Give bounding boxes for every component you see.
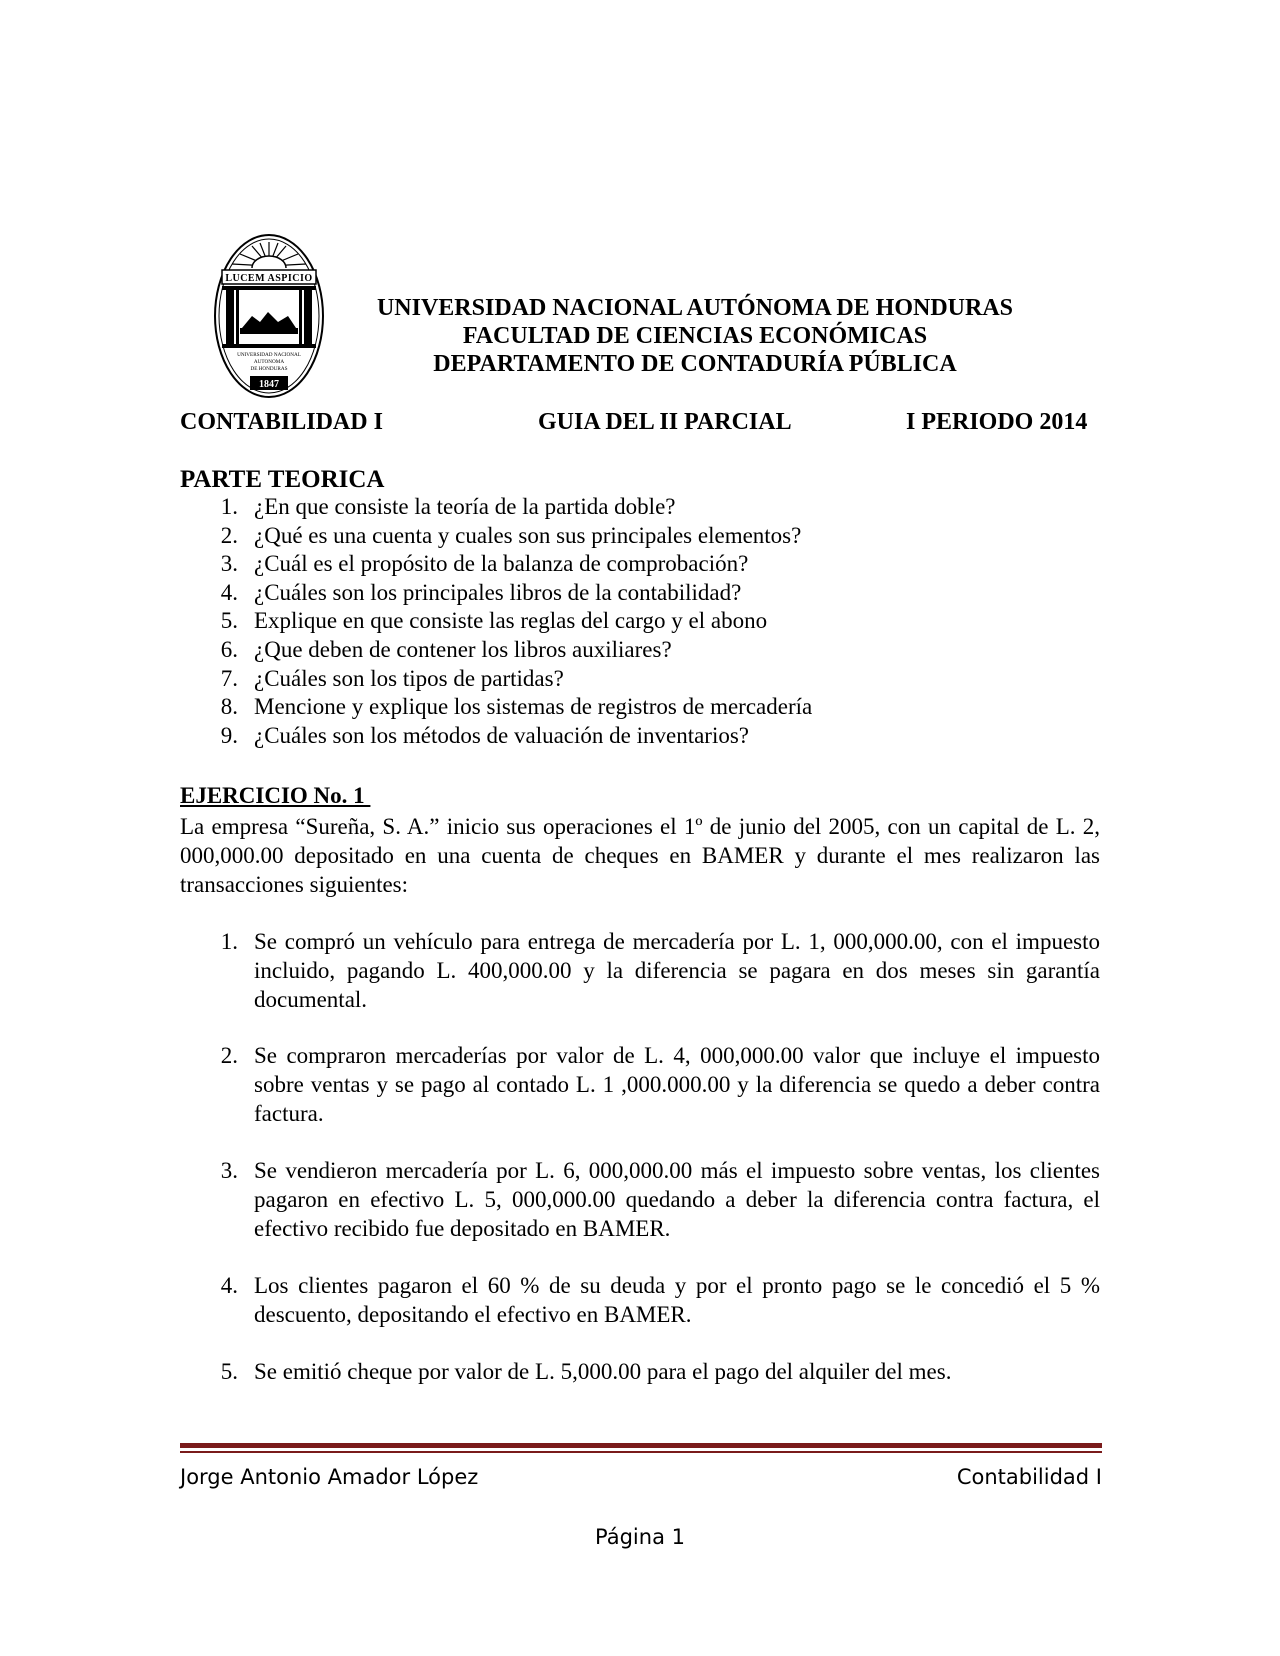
question-item: 6. ¿Que deben de contener los libros auxiliares? (220, 636, 672, 662)
institution-header (330, 294, 1060, 378)
course-name: CONTABILIDAD I (180, 409, 383, 435)
footer-course: Contabilidad I (956, 1465, 1102, 1489)
seal-caption: UNIVERSIDAD NACIONAL (237, 352, 301, 358)
transaction-item: 2. Se compraron mercaderías por valor de L. 4, 000,000.00 valor que incluye el impuesto sobre ventas y se pago al contado L. 1 ,000.000.00 y la diferencia se quedo a deber contra factura. (220, 1043, 1100, 1126)
seal-year: 1847 (259, 379, 279, 390)
period-label: I PERIODO 2014 (906, 409, 1088, 435)
seal-motto: LUCEM ASPICIO (225, 273, 313, 284)
transaction-item: 1. Se compró un vehículo para entrega de mercadería por L. 1, 000,000.00, con el impuesto incluido, pagando L. 400,000.00 y la diferencia se pagara en dos meses sin garantía documental. (220, 929, 1100, 1012)
question-item: 7. ¿Cuáles son los tipos de partidas? (220, 665, 564, 691)
university-seal-logo (212, 232, 326, 400)
svg-text:AUTONOMA: AUTONOMA (253, 359, 285, 365)
department-name: DEPARTAMENTO DE CONTADURÍA PÚBLICA (433, 351, 957, 377)
question-item: 8. Mencione y explique los sistemas de registros de mercadería (220, 694, 813, 720)
question-item: 5. Explique en que consiste las reglas del cargo y el abono (220, 608, 768, 634)
transaction-item: 5. Se emitió cheque por valor de L. 5,000.00 para el pago del alquiler del mes. (220, 1359, 952, 1384)
question-item: 4. ¿Cuáles son los principales libros de la contabilidad? (220, 579, 742, 605)
university-name: UNIVERSIDAD NACIONAL AUTÓNOMA DE HONDURAS (376, 295, 1014, 321)
transaction-item: 3. Se vendieron mercadería por L. 6, 000,000.00 más el impuesto sobre ventas, los clientes pagaron en efectivo L. 5, 000,000.00 quedando a deber la diferencia contra factura, el efectivo recibido fue depositado en BAMER. (220, 1158, 1100, 1241)
guide-title: GUIA DEL II PARCIAL (538, 409, 792, 435)
theory-section-title: PARTE TEORICA (180, 466, 385, 493)
exercise-title: EJERCICIO No. 1 (180, 783, 371, 808)
footer-divider (180, 1443, 1102, 1453)
question-item: 9. ¿Cuáles son los métodos de valuación de inventarios? (220, 722, 750, 748)
faculty-name: FACULTAD DE CIENCIAS ECONÓMICAS (462, 323, 928, 349)
question-item: 3. ¿Cuál es el propósito de la balanza de comprobación? (220, 551, 749, 577)
exercise-intro: La empresa “Sureña, S. A.” inicio sus operaciones el 1º de junio del 2005, con un capital de L. 2, 000,000.00 depositado en una cuenta de cheques en BAMER y durante el mes realizaron las transacciones siguientes: (180, 814, 1100, 897)
page-number: Página 1 (595, 1525, 685, 1549)
transaction-item: 4. Los clientes pagaron el 60 % de su deuda y por el pronto pago se le concedió el 5 % descuento, depositando el efectivo en BAMER. (220, 1273, 1100, 1327)
svg-text:DE HONDURAS: DE HONDURAS (250, 366, 288, 372)
theory-question-list (180, 493, 812, 750)
question-item: 2. ¿Qué es una cuenta y cuales son sus principales elementos? (220, 522, 802, 548)
question-item: 1. ¿En que consiste la teoría de la partida doble? (220, 494, 676, 519)
footer-author: Jorge Antonio Amador López (180, 1465, 479, 1489)
